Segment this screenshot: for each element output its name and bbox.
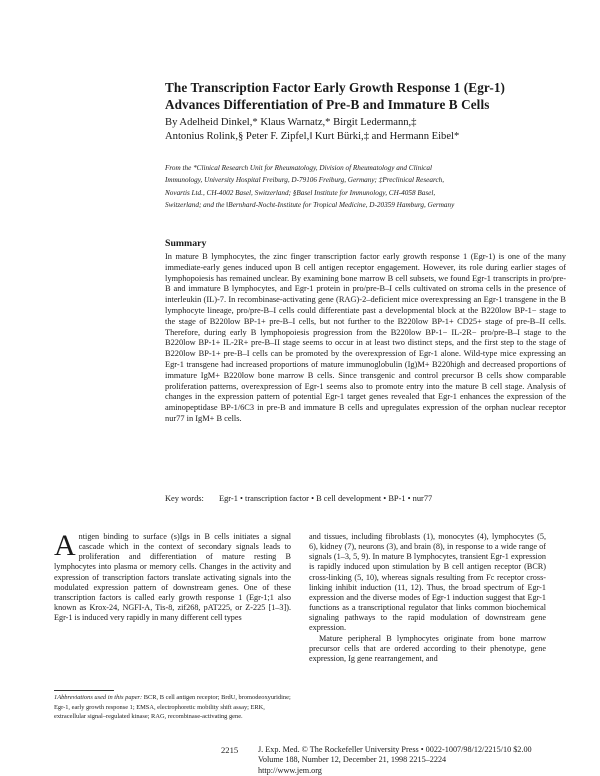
keywords-label: Key words: xyxy=(165,494,204,503)
author-list xyxy=(165,116,565,144)
abstract-text: In mature B lymphocytes, the zinc finger transcription factor early growth response 1 (Egr-1) is one of the many immediate-early genes induced upon B cell antigen receptor engagement. However, its role during earlier stages of lymphopoiesis has remained unclear. By examining bone marrow B cell subsets, we found Egr-1 transcripts in pro/pre-B and immature B lymphocytes, and Egr-1 protein in pro/pre-B–I cells cultivated on stroma cells in the presence of interleukin (IL)-7. In recombinase-activating gene (RAG)-2–deficient mice overexpressing an Egr-1 transgene in the B lymphocyte lineage, pro/pre-B–I cells could differentiate past a developmental block at the B220low BP-1− stage to the stage of B220low BP-1+ pre-B–I cells, but not further to the B220low BP-1+ CD25+ stage of pre-B–II cells. Therefore, during early B lymphopoiesis progression from the B220low BP-1− IL-2R− pro/pre-B–I stage to the B220low BP-1+ IL-2R+ pre-B–II stage seems to occur in at least two distinct steps, and the first step to the stage of B220low BP-1+ pre-B–I cells can be promoted by the overexpression of Egr-1 alone. Wild-type mice expressing an Egr-1 transgene had increased proportions of mature immunoglobulin (Ig)M+ B220high and decreased proportions of immature IgM+ B220low bone marrow B cells. Since transgenic and control precursor B cells show comparable proliferation patterns, overexpression of Egr-1 seems also to promote entry into the mature B cell stage. Analysis of changes in the expression pattern of potential Egr-1 target genes revealed that Egr-1 enhances the expression of the aminopeptidase BP-1/6C3 in pre-B and immature B cells and upregulates expression of the orphan nuclear receptor nur77 in IgM+ B cells. xyxy=(165,252,566,423)
affiliations xyxy=(165,162,565,211)
footnote-label: 1Abbreviations used in this paper: xyxy=(54,694,143,701)
journal-citation xyxy=(258,745,558,776)
page-number: 2215 xyxy=(221,745,239,755)
affiliation-line: From the *Clinical Research Unit for Rheumatology, Division of Rheumatology and Clinical xyxy=(165,164,432,172)
drop-cap: A xyxy=(54,529,76,562)
footnote-text: BCR, B cell antigen receptor; BrdU, bromodeoxyuridine; Egr-1, early growth response 1; EMSA, electrophoretic mobility shift assay; ERK, extracellular signal–regulated kinase; RAG, recombinase-activating gene. xyxy=(54,694,291,721)
affiliation-line: Immunology, University Hospital Freiburg, D-79106 Freiburg, Germany; ‡Preclinical Research, xyxy=(165,176,445,185)
authors-line-1: By Adelheid Dinkel,* Klaus Warnatz,* Birgit Ledermann,‡ xyxy=(165,117,417,128)
title-line-2: Advances Differentiation of Pre-B and Immature B Cells xyxy=(165,97,490,112)
footnote xyxy=(54,693,291,722)
journal-url[interactable]: http://www.jem.org xyxy=(258,765,322,775)
summary-heading: Summary xyxy=(165,238,207,249)
body-paragraph: Mature peripheral B lymphocytes originate from bone marrow precursor cells that are ordered according to their phenotype, gene expression, Ig gene rearrangement, and xyxy=(309,633,546,663)
body-column-right xyxy=(309,532,546,664)
footnote-divider xyxy=(54,690,114,691)
body-column-left xyxy=(54,529,291,623)
body-paragraph: and tissues, including fibroblasts (1), monocytes (4), lymphocytes (5, 6), kidney (7), neurons (3), and brain (8), in response to a wide range of signals (1–3, 5, 9). In mature B lymphocytes, transient Egr-1 expression is rapidly induced upon stimulation by B cell antigen receptor (BCR) cross-linking (5, 10), whereas signals resulting from Fc receptor cross-linking inhibit induction (11, 12). Thus, the broad spectrum of Egr-1 expression and the diverse modes of Egr-1 induction suggest that Egr-1 functions as a transcriptional regulator that links common biochemical signaling pathways to the rapid modulation of downstream gene expression. xyxy=(309,532,546,633)
keywords xyxy=(165,494,566,505)
affiliation-line: Novartis Ltd., CH-4002 Basel, Switzerland; §Basel Institute for Immunology, CH-4058 Basel, xyxy=(165,188,436,197)
journal-line-1: J. Exp. Med. © The Rockefeller University Press • 0022-1007/98/12/2215/10 $2.00 xyxy=(258,745,532,754)
affiliation-line: Switzerland; and the ‖Bernhard-Nocht-Institute for Tropical Medicine, D-20359 Hamburg, Germany xyxy=(165,200,455,209)
title-line-1: The Transcription Factor Early Growth Response 1 (Egr-1) xyxy=(165,80,506,95)
keywords-list: Egr-1 • transcription factor • B cell development • BP-1 • nur77 xyxy=(219,494,433,503)
article-title xyxy=(165,79,565,113)
intro-paragraph: ntigen binding to surface (s)Igs in B cells initiates a signal cascade which in the context of secondary signals leads to proliferation and differentiation of mature resting B lymphocytes into plasma or memory cells. Changes in the activity and expression of transcription factors translate activating signals into the modulated expression pattern of downstream genes. One of these transcription factors is called early growth response 1 (Egr-1;1 also known as Krox-24, NGFI-A, Tis-8, zif268, pAT225, or Z-225 [1–3]). Egr-1 is induced very rapidly in many different cell types xyxy=(54,532,291,623)
journal-line-2: Volume 188, Number 12, December 21, 1998 2215–2224 xyxy=(258,755,447,765)
authors-line-2: Antonius Rolink,§ Peter F. Zipfel,‖ Kurt Bürki,‡ and Hermann Eibel* xyxy=(165,131,460,142)
